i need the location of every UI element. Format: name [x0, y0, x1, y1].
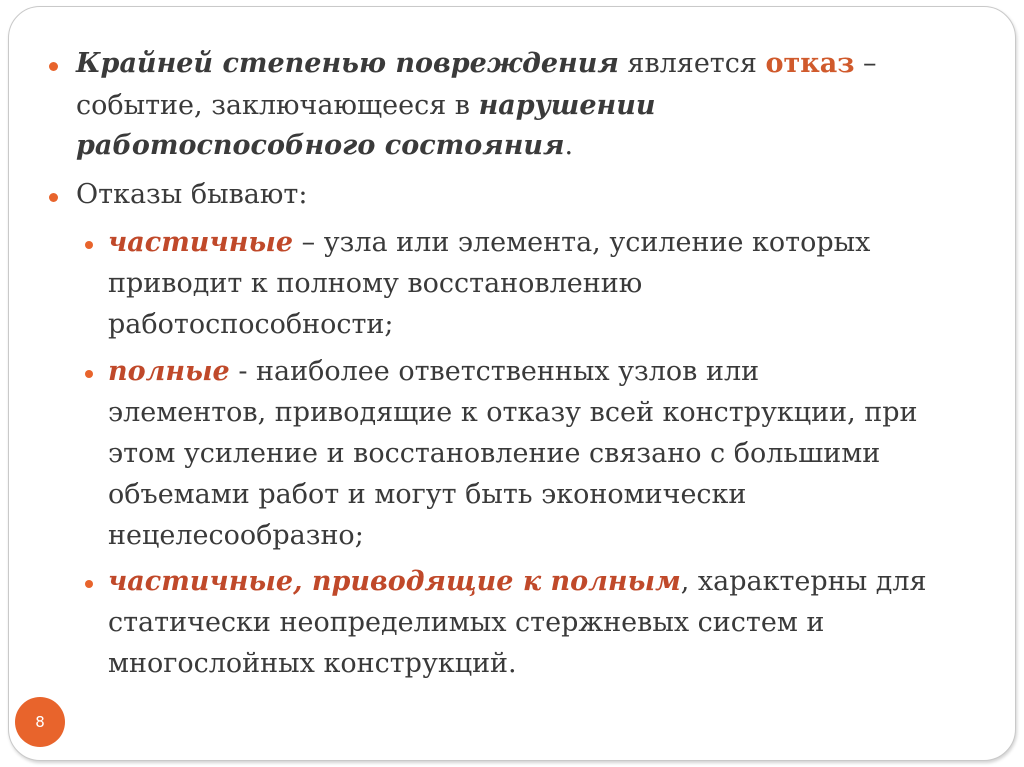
text-fragment: –: [854, 48, 877, 79]
sub-bullet-3-line-2: статически неопределимых стержневых систем и: [108, 607, 825, 638]
sub-bullet-1-line-3: работоспособности;: [108, 309, 394, 340]
text-fragment: - наиболее ответственных узлов или: [229, 356, 760, 387]
text-fragment: – узла или элемента, усиление которых: [293, 227, 871, 258]
bullet-1-line-3: [76, 126, 573, 166]
sub-bullet-3-line-1: [108, 562, 927, 602]
emphasis-term: нарушении: [478, 90, 656, 121]
highlight-term: полные: [108, 356, 230, 387]
sub-bullet-1-line-2: приводит к полному восстановлению: [108, 268, 643, 299]
highlight-term: частичные: [108, 227, 294, 258]
sub-bullet-3-line-3: многослойных конструкций.: [108, 648, 517, 679]
sub-bullet-2-line-3: этом усиление и восстановление связано с большими: [108, 438, 881, 469]
emphasis-term: Крайней степенью повреждения: [76, 48, 619, 79]
sub-bullet-dot-icon: [85, 241, 93, 249]
bullet-1-line-2: [76, 86, 656, 126]
sub-bullet-dot-icon: [85, 580, 93, 588]
sub-bullet-dot-icon: [85, 370, 93, 378]
text-fragment: , характерны для: [680, 566, 927, 597]
sub-bullet-2-line-2: элементов, приводящие к отказу всей конструкции, при: [108, 397, 918, 428]
sub-bullet-2-line-4: объемами работ и могут быть экономически: [108, 479, 747, 510]
sub-bullet-2-line-5: нецелесообразно;: [108, 520, 364, 551]
bullet-1-line-1: [76, 44, 877, 84]
text-fragment: событие, заключающееся в: [76, 90, 479, 121]
bullet-dot-icon: [49, 62, 58, 71]
text-fragment: является: [618, 48, 766, 79]
page-number-badge: 8: [15, 697, 65, 747]
bullet-dot-icon: [49, 193, 58, 202]
sub-bullet-1-line-1: [108, 223, 870, 263]
text-fragment: .: [564, 130, 574, 161]
sub-bullet-2-line-1: [108, 352, 759, 392]
bullet-2-line-1: Отказы бывают:: [76, 179, 308, 210]
highlight-term-otkaz: отказ: [765, 48, 855, 79]
highlight-term: частичные, приводящие к полным: [108, 566, 681, 597]
emphasis-term: работоспособного состояния: [76, 130, 565, 161]
